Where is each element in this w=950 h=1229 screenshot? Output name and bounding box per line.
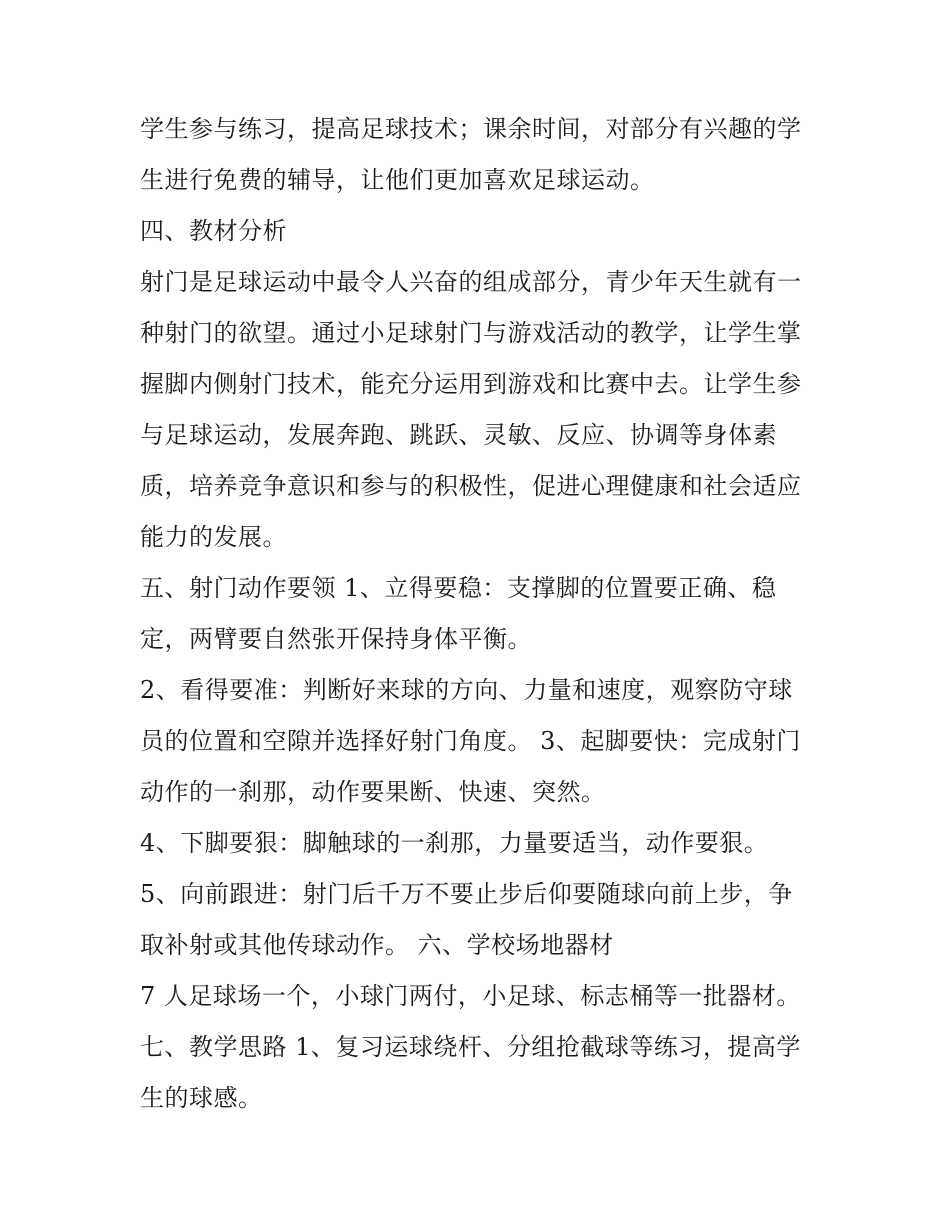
text-line: 质，培养竞争意识和参与的积极性，促进心理健康和社会适应 — [140, 472, 802, 500]
text-line: 握脚内侧射门技术，能充分运用到游戏和比赛中去。让学生参 — [140, 370, 802, 398]
document-body — [140, 104, 840, 1124]
section-heading: 四、教材分析 — [140, 217, 287, 245]
text-line: 能力的发展。 — [140, 523, 287, 551]
text-line: 7 人足球场一个，小球门两付，小足球、标志桶等一批器材。 — [140, 982, 801, 1010]
text-line: 定，两臂要自然张开保持身体平衡。 — [140, 625, 532, 653]
text-line: 种射门的欲望。通过小足球射门与游戏活动的教学，让学生掌 — [140, 319, 802, 347]
text-line: 学生参与练习，提高足球技术；课余时间，对部分有兴趣的学 — [140, 115, 802, 143]
text-line: 员的位置和空隙并选择好射门角度。 3、起脚要快：完成射门 — [140, 727, 801, 755]
text-line: 5、向前跟进：射门后千万不要止步后仰要随球向前上步，争 — [140, 880, 793, 908]
text-line: 动作的一刹那，动作要果断、快速、突然。 — [140, 778, 606, 806]
text-line: 射门是足球运动中最令人兴奋的组成部分，青少年天生就有一 — [140, 268, 802, 296]
text-line: 生的球感。 — [140, 1084, 263, 1112]
text-line: 生进行免费的辅导，让他们更加喜欢足球运动。 — [140, 166, 655, 194]
text-line: 与足球运动，发展奔跑、跳跃、灵敏、反应、协调等身体素 — [140, 421, 777, 449]
text-line: 五、射门动作要领 1、立得要稳：支撑脚的位置要正确、稳 — [140, 574, 777, 602]
text-line: 4、下脚要狠：脚触球的一刹那，力量要适当，动作要狠。 — [140, 829, 769, 857]
text-line: 七、教学思路 1、复习运球绕杆、分组抢截球等练习，提高学 — [140, 1033, 801, 1061]
text-line: 2、看得要准：判断好来球的方向、力量和速度，观察防守球 — [140, 676, 793, 704]
text-line: 取补射或其他传球动作。 六、学校场地器材 — [140, 931, 614, 959]
